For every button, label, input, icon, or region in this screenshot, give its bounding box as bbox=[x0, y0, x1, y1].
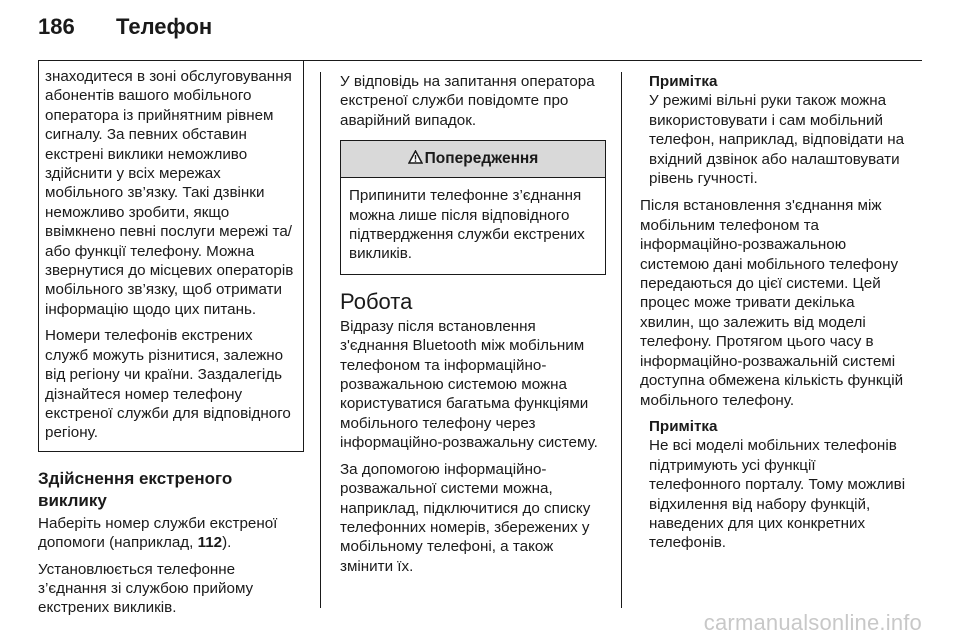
note-1-text: У режимі вільні руки також можна використовувати і сам мобільний телефон, наприклад, відповідати на вхідний дзвінок або налаштовувати рівень гучності. bbox=[649, 92, 905, 188]
watermark: carmanualsonline.info bbox=[703, 610, 922, 635]
column-3 bbox=[640, 72, 906, 561]
column-divider-2 bbox=[621, 72, 622, 608]
warning-title: Попередження bbox=[424, 150, 539, 168]
intro-paragraph: У відповідь на запитання оператора екстреної служби повідомте про аварійний випадок. bbox=[340, 73, 595, 129]
data-transfer-paragraph: Після встановлення з'єднання між мобільним телефоном та інформаційно-розважальною системою дані мобільного телефону передаються до цієї системи. Цей процес може тривати декілька хвилин, що залежить від моделі телефону. Протягом цього часу в інформаційно-розважальній системі доступна обмежена кількість функцій мобільного телефону. bbox=[640, 197, 904, 409]
note-1 bbox=[640, 72, 906, 188]
page-number: 186 bbox=[38, 14, 75, 39]
warning-triangle-icon bbox=[408, 141, 423, 177]
operation-paragraph-2: За допомогою інформаційно-розважальної системи можна, наприклад, підключитися до списку телефонних номерів, збережених у мобільному телефоні, а також змінити їх. bbox=[340, 460, 591, 575]
notice-paragraph-2: Номери телефонів екстрених служб можуть різнитися, залежно від регіону чи країни. Заздалегідь дізнайтеся номер телефону екстреної служби для відповідного регіону. bbox=[45, 327, 291, 442]
warning-text: Припинити телефонне з’єднання можна лише після відповідного підтвердження служби екстрених викликів. bbox=[349, 187, 585, 263]
notice-box bbox=[38, 60, 304, 452]
emergency-call-paragraph-2: Установлюється телефонне з’єднання зі службою прийому екстрених викликів. bbox=[38, 560, 254, 617]
emergency-number: 112 bbox=[197, 534, 223, 552]
notice-paragraph-1: знаходитеся в зоні обслуговування абонентів вашого мобільного оператора із прийнятним рівнем сигналу. За певних обставин екстрені виклики неможливо здійснити у всіх мережах мобільного зв’язку. Такі дзвінки неможливо зробити, якщо ввімкнено певні послуги мережі та/або функції телефону. Можна звернутися до місцевих операторів мобільного зв’язку, щоб отримати інформацію щодо цих питань. bbox=[45, 68, 294, 318]
column-2 bbox=[340, 72, 606, 583]
page-header bbox=[38, 14, 212, 54]
column-divider-1 bbox=[320, 72, 321, 608]
note-1-title: Примітка bbox=[649, 73, 718, 90]
column-1 bbox=[38, 68, 304, 625]
emergency-call-heading: Здійснення екстреного виклику bbox=[38, 468, 233, 510]
operation-paragraph-1: Відразу після встановлення з'єднання Bluetooth між мобільним телефоном та інформаційно-розважальною системою можна користуватися багатьма функціями мобільного телефону через інформаційно-розважальну систему. bbox=[340, 317, 598, 452]
operation-heading: Робота bbox=[340, 288, 413, 314]
section-title: Телефон bbox=[116, 14, 213, 39]
text-run: ). bbox=[222, 534, 232, 552]
note-2 bbox=[640, 417, 906, 553]
note-2-text: Не всі моделі мобільних телефонів підтримують усі функції телефонного порталу. Тому можливі відхилення від набору функцій, наведених для цих конкретних телефонів. bbox=[649, 437, 906, 552]
emergency-call-paragraph-1 bbox=[38, 514, 304, 553]
text-run: Наберіть номер служби екстреної допомоги (наприклад, bbox=[38, 514, 278, 552]
warning-header bbox=[341, 141, 605, 178]
note-2-title: Примітка bbox=[649, 417, 718, 435]
warning-box bbox=[340, 140, 606, 275]
